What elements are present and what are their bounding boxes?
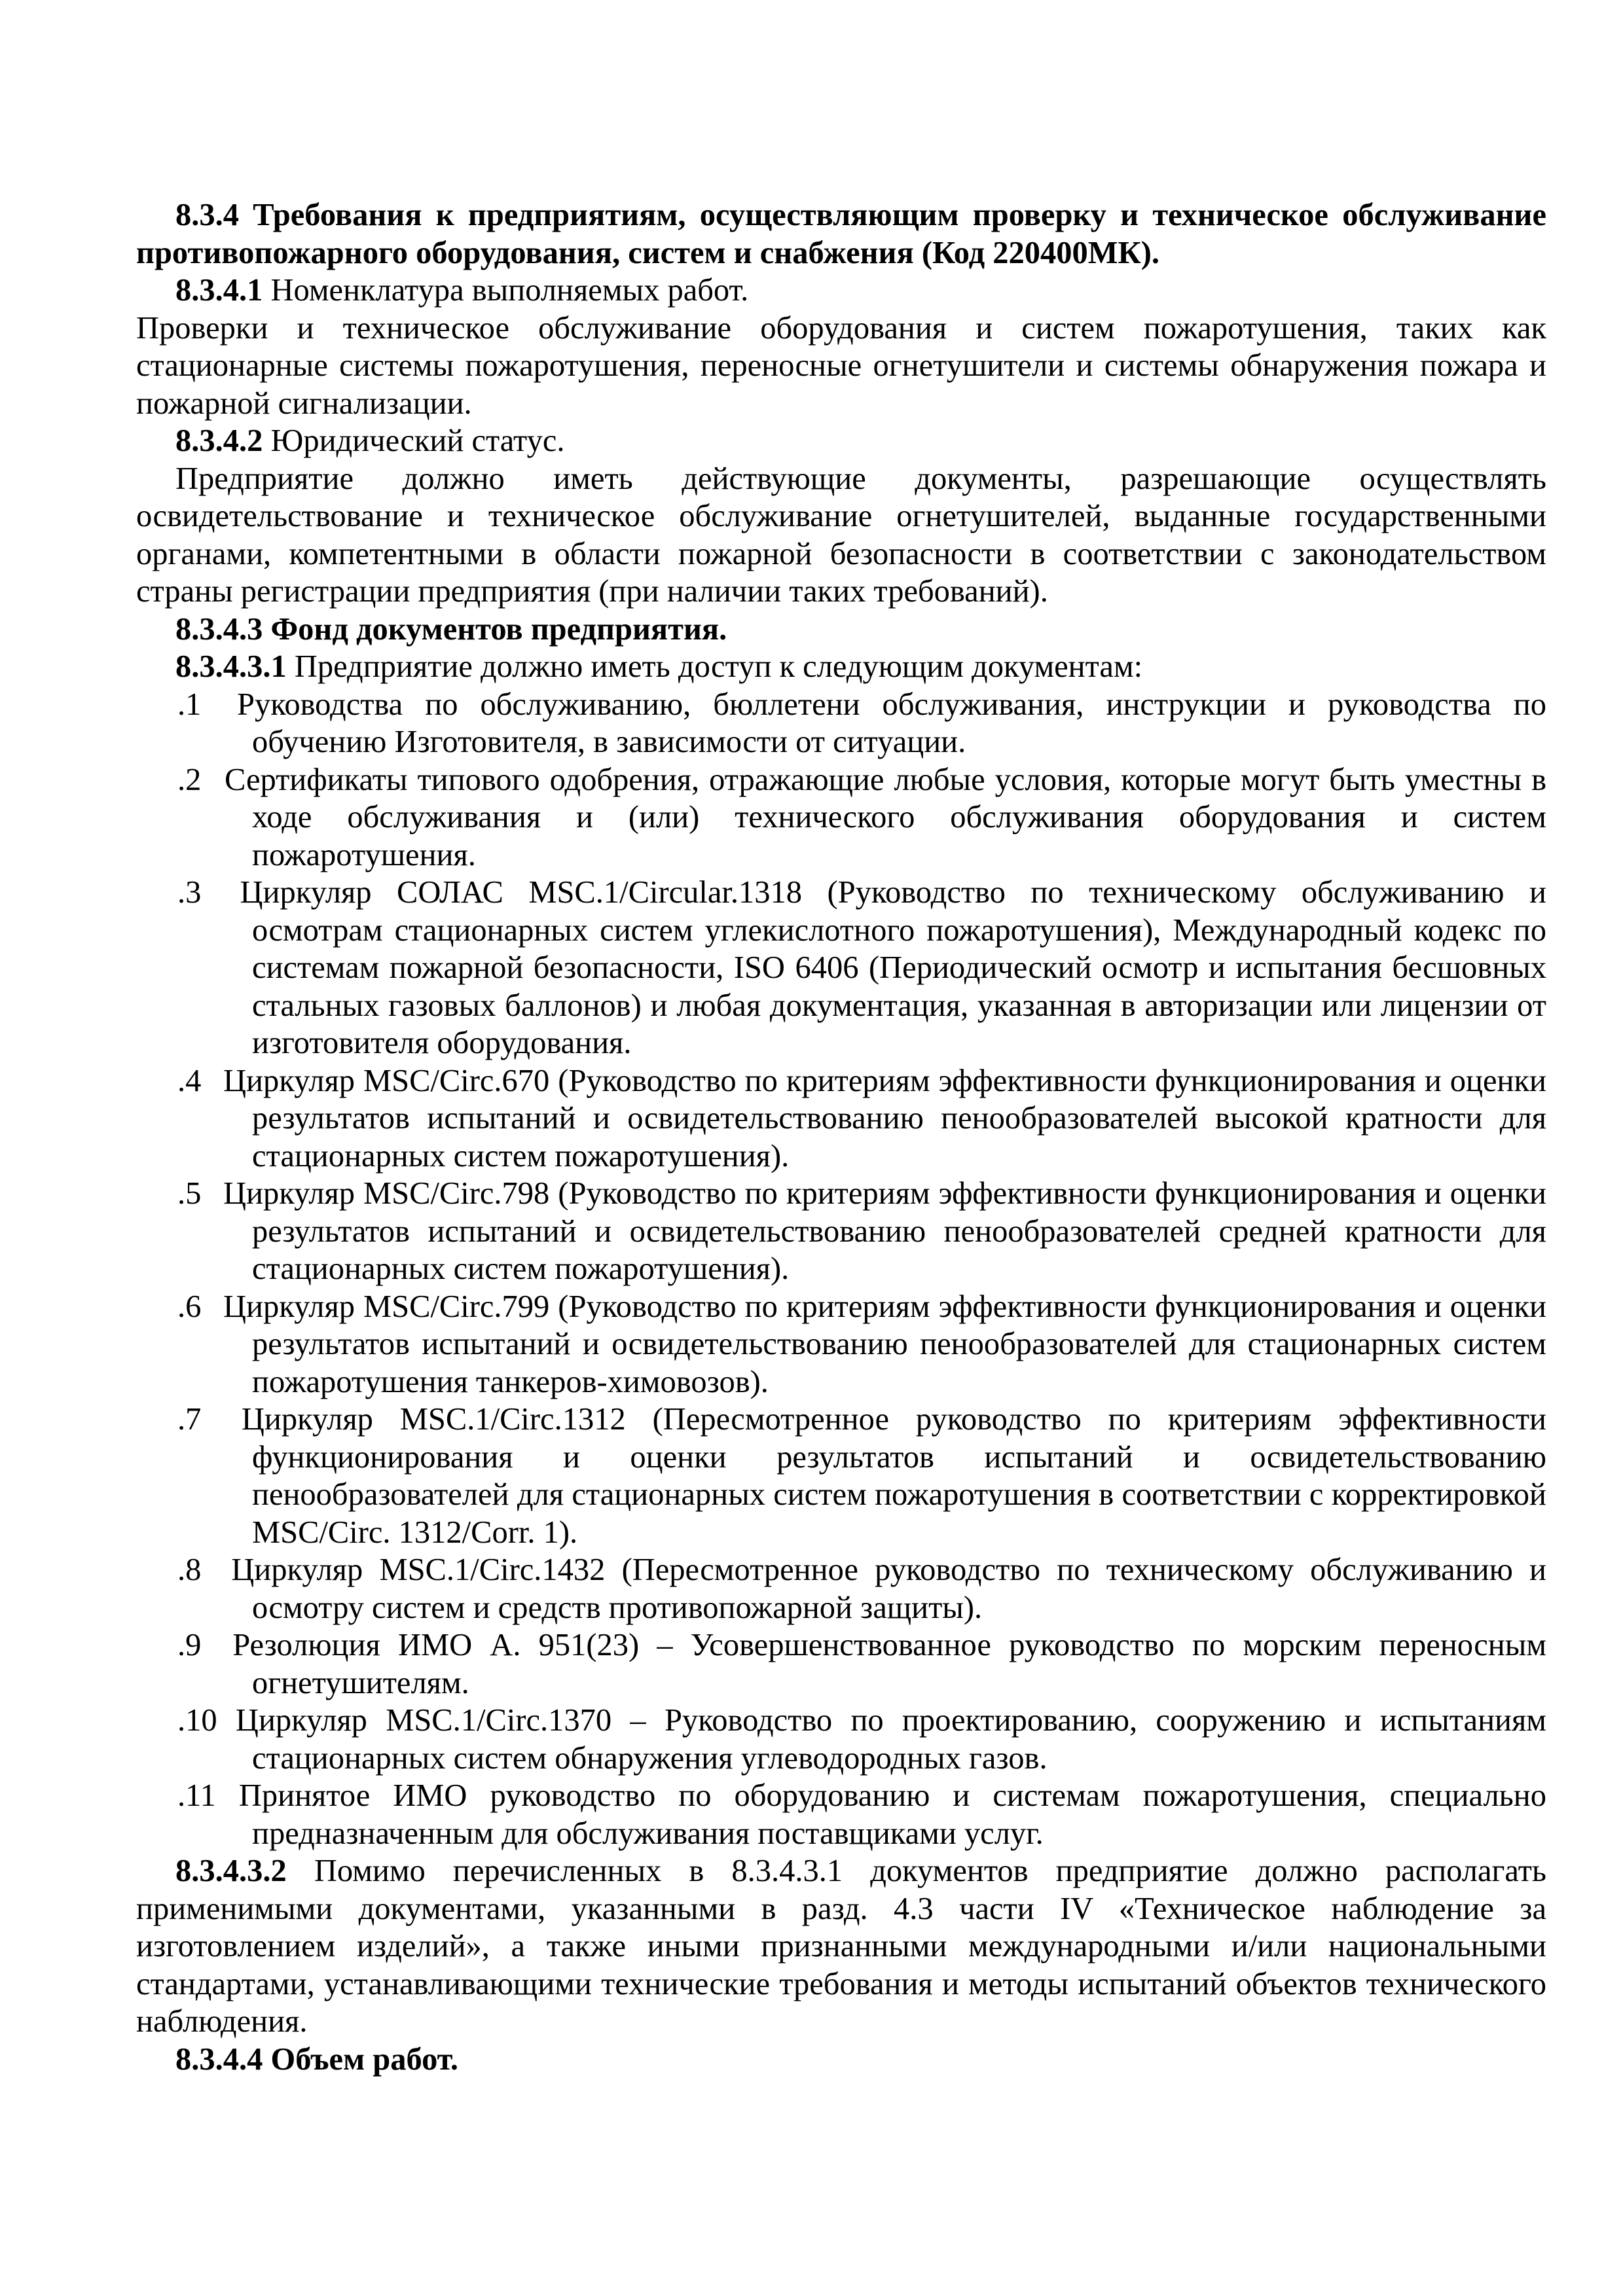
list-item: .8 Циркуляр MSC.1/Circ.1432 (Пересмотренное руководство по техническому обслуживанию и осмотру систем и средств противопожарной защиты).	[177, 1552, 1547, 1625]
list-item-text: Резолюция ИМО А. 951(23) – Усовершенствованное руководство по морским переносным огнетушителям.	[232, 1628, 1547, 1700]
document-page	[136, 196, 1546, 2078]
list-item-marker: .10	[177, 1703, 217, 1738]
subsection-8-3-4-1-heading	[136, 272, 1546, 310]
subsection-8-3-4-3-1-intro	[136, 648, 1546, 686]
list-item: .2 Сертификаты типового одобрения, отражающие любые условия, которые могут быть уместны в ходе обслуживания и (или) технического обслуживания оборудования и систем пожаротушения.	[177, 762, 1547, 872]
list-item-text: Руководства по обслуживанию, бюллетени обслуживания, инструкции и руководства по обучению Изготовителя, в зависимости от ситуации.	[237, 687, 1547, 759]
subsection-number: 8.3.4.1	[175, 273, 263, 308]
list-item: .9 Резолюция ИМО А. 951(23) – Усовершенствованное руководство по морским переносным огнетушителям.	[177, 1628, 1547, 1700]
list-item-text: Циркуляр СОЛАС MSC.1/Circular.1318 (Руководство по техническому обслуживанию и осмотрам стационарных систем углекислотного пожаротушения), Международный кодекс по системам пожарной безопасности, ISO 6406 (Периодический осмотр и испытания бесшовных стальных газовых баллонов) и любая документация, указанная в авторизации или лицензии от изготовителя оборудования.	[240, 875, 1546, 1060]
list-item: .6 Циркуляр MSC/Circ.799 (Руководство по критериям эффективности функционирования и оценки результатов испытаний и освидетельствованию пенообразователей для стационарных систем пожаротушения танкеров-химовозов).	[177, 1289, 1547, 1399]
list-item: .1 Руководства по обслуживанию, бюллетени обслуживания, инструкции и руководства по обучению Изготовителя, в зависимости от ситуации.	[177, 687, 1547, 759]
subsection-number: 8.3.4.2	[175, 423, 263, 458]
subsection-title: Юридический статус.	[270, 423, 565, 458]
subsection-8-3-4-3-heading	[136, 611, 1546, 649]
subsection-number: 8.3.4.4	[175, 2041, 263, 2077]
subsection-number: 8.3.4.3.1	[175, 649, 287, 684]
subsection-8-3-4-1-body: Проверки и техническое обслуживание оборудования и систем пожаротушения, таких как стационарные системы пожаротушения, переносные огнетушители и системы обнаружения пожара и пожарной сигнализации.	[136, 310, 1546, 421]
subsection-8-3-4-2-heading	[136, 422, 1546, 460]
subsection-title: Фонд документов предприятия.	[270, 611, 727, 647]
list-item	[136, 1777, 1546, 1852]
section-heading-title: Требования к предприятиям, осуществляющим проверку и техническое обслуживание противопожарного оборудования, систем и снабжения (Код 220400МК).	[136, 198, 1547, 270]
subsection-number: 8.3.4.3.2	[175, 1854, 287, 1888]
subsection-number: 8.3.4.3	[175, 611, 263, 647]
list-item: .4 Циркуляр MSC/Circ.670 (Руководство по критериям эффективности функционирования и оценки результатов испытаний и освидетельствованию пенообразователей высокой кратности для стационарных систем пожаротушения).	[177, 1063, 1547, 1174]
list-item-text: Циркуляр MSC/Circ.798 (Руководство по критериям эффективности функционирования и оценки результатов испытаний и освидетельствованию пенообразователей средней кратности для стационарных систем пожаротушения).	[223, 1176, 1547, 1286]
list-item	[136, 1702, 1546, 1777]
subsection-body: Помимо перечисленных в 8.3.4.3.1 документов предприятие должно располагать применимыми документами, указанными в разд. 4.3 части IV «Техническое наблюдение за изготовлением изделий», а также иными признанными международными и/или национальными стандартами, устанавливающими технические требования и методы испытаний объектов технического наблюдения.	[136, 1854, 1547, 2039]
list-item-marker: .11	[177, 1778, 216, 1813]
subsection-title: Объем работ.	[270, 2041, 458, 2077]
list-item-text: Циркуляр MSC.1/Circ.1432 (Пересмотренное руководство по техническому обслуживанию и осмотру систем и средств противопожарной защиты).	[231, 1552, 1547, 1625]
subsection-title: Номенклатура выполняемых работ.	[270, 273, 749, 308]
subsection-8-3-4-4-heading	[136, 2041, 1546, 2079]
list-item-text: Циркуляр MSC.1/Circ.1312 (Пересмотренное руководство по критериям эффективности функционирования и оценки результатов испытаний и освидетельствованию пенообразователей для стационарных систем пожаротушения в соответствии с корректировкой MSC/Circ. 1312/Corr. 1).	[241, 1402, 1546, 1550]
list-item-text: Принятое ИМО руководство по оборудованию и системам пожаротушения, специально предназначенным для обслуживания поставщиками услуг.	[238, 1778, 1547, 1851]
subsection-intro-text: Предприятие должно иметь доступ к следующим документам:	[294, 649, 1143, 684]
subsection-8-3-4-3-2	[136, 1852, 1546, 2041]
list-item: .3 Циркуляр СОЛАС MSC.1/Circular.1318 (Руководство по техническому обслуживанию и осмотрам стационарных систем углекислотного пожаротушения), Международный кодекс по системам пожарной безопасности, ISO 6406 (Периодический осмотр и испытания бесшовных стальных газовых баллонов) и любая документация, указанная в авторизации или лицензии от изготовителя оборудования.	[177, 875, 1546, 1060]
list-item-text: Циркуляр MSC/Circ.670 (Руководство по критериям эффективности функционирования и оценки результатов испытаний и освидетельствованию пенообразователей высокой кратности для стационарных систем пожаротушения).	[223, 1063, 1547, 1174]
document-list	[136, 686, 1546, 1853]
subsection-8-3-4-2-body: Предприятие должно иметь действующие документы, разрешающие осуществлять освидетельствование и техническое обслуживание огнетушителей, выданные государственными органами, компетентными в области пожарной безопасности в соответствии с законодательством страны регистрации предприятия (при наличии таких требований).	[136, 461, 1546, 609]
list-item-text: Циркуляр MSC/Circ.799 (Руководство по критериям эффективности функционирования и оценки результатов испытаний и освидетельствованию пенообразователей для стационарных систем пожаротушения танкеров-химовозов).	[223, 1289, 1547, 1399]
section-heading-number: 8.3.4	[175, 198, 239, 232]
list-item-text: Сертификаты типового одобрения, отражающие любые условия, которые могут быть уместны в ходе обслуживания и (или) технического обслуживания оборудования и систем пожаротушения.	[225, 762, 1547, 872]
section-heading	[136, 196, 1546, 272]
list-item-text: Циркуляр MSC.1/Circ.1370 – Руководство по проектированию, сооружению и испытаниям стационарных систем обнаружения углеводородных газов.	[235, 1703, 1546, 1776]
list-item: .5 Циркуляр MSC/Circ.798 (Руководство по критериям эффективности функционирования и оценки результатов испытаний и освидетельствованию пенообразователей средней кратности для стационарных систем пожаротушения).	[177, 1176, 1547, 1286]
list-item: .7 Циркуляр MSC.1/Circ.1312 (Пересмотренное руководство по критериям эффективности функционирования и оценки результатов испытаний и освидетельствованию пенообразователей для стационарных систем пожаротушения в соответствии с корректировкой MSC/Circ. 1312/Corr. 1).	[177, 1402, 1546, 1550]
